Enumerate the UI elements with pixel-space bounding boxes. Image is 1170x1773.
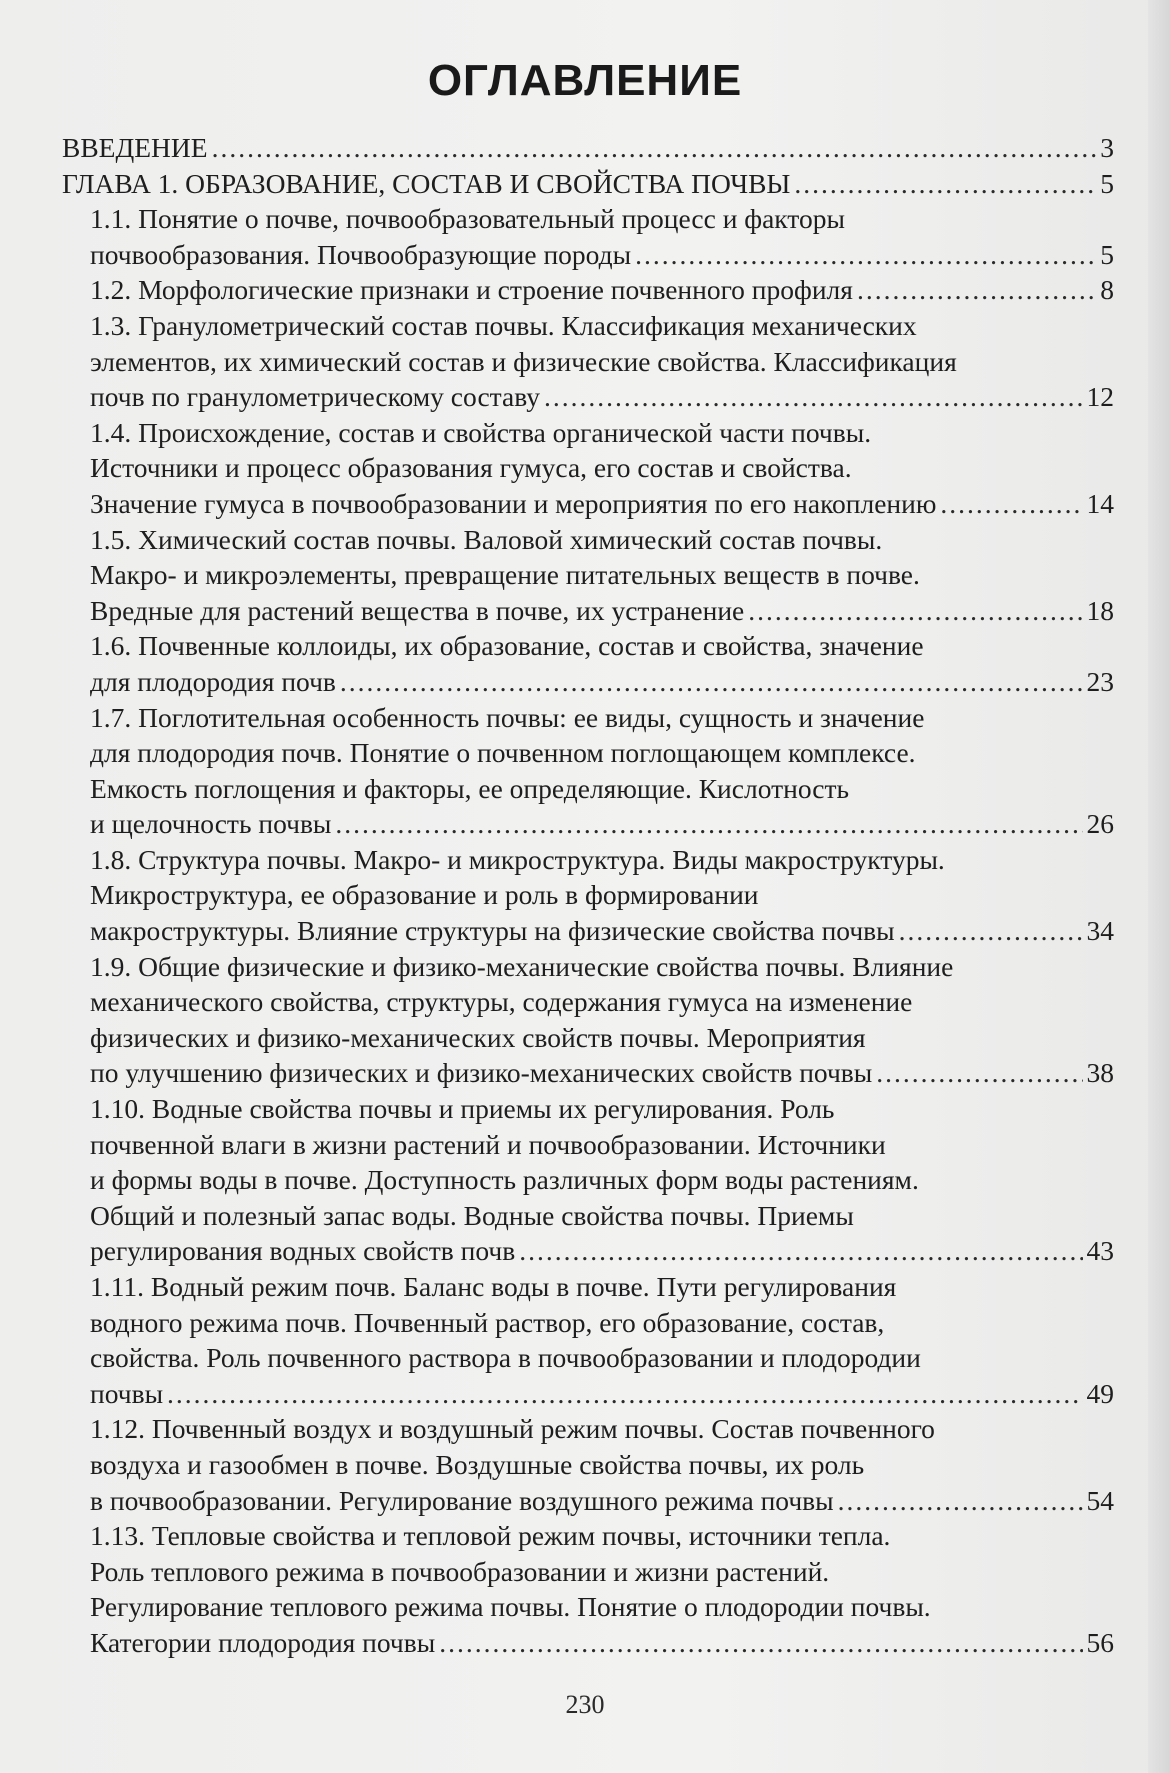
toc-entry bbox=[90, 628, 1114, 699]
toc-entry-line: Емкость поглощения и факторы, ее определяющие. Кислотность bbox=[90, 772, 850, 804]
toc-entry-line: по улучшению физических и физико-механических свойств почвы bbox=[90, 1057, 873, 1089]
toc-entry-line: воздуха и газообмен в почве. Воздушные свойства почвы, их роль bbox=[90, 1448, 865, 1480]
toc-entry-line: Роль теплового режима в почвообразовании и жизни растений. bbox=[90, 1555, 830, 1587]
toc-entry-line: 1.13. Тепловые свойства и тепловой режим почвы, источники тепла. bbox=[90, 1520, 891, 1552]
toc-entry-line: ГЛАВА 1. ОБРАЗОВАНИЕ, СОСТАВ И СВОЙСТВА ПОЧВЫ bbox=[62, 167, 791, 199]
table-of-contents bbox=[62, 130, 1114, 1661]
toc-entry-line: Источники и процесс образования гумуса, его состав и свойства. bbox=[90, 452, 852, 484]
toc-entry-last-line bbox=[90, 1233, 1114, 1269]
toc-entry-line: и щелочность почвы bbox=[90, 808, 332, 840]
toc-page-ref: 3 bbox=[1100, 132, 1114, 163]
toc-entry-last-line bbox=[90, 486, 1114, 522]
toc-entry-line: макроструктуры. Влияние структуры на физические свойства почвы bbox=[90, 915, 895, 947]
toc-entry-line: 1.8. Структура почвы. Макро- и микроструктура. Виды макроструктуры. bbox=[90, 843, 945, 875]
toc-entry-last-line bbox=[90, 272, 1114, 308]
toc-entry-last-line bbox=[90, 806, 1114, 842]
dot-leader bbox=[519, 1233, 1082, 1269]
dot-leader bbox=[899, 913, 1083, 949]
toc-entry-line: 1.2. Морфологические признаки и строение почвенного профиля bbox=[90, 274, 853, 306]
dot-leader bbox=[340, 664, 1083, 700]
toc-entry-line: Общий и полезный запас воды. Водные свойства почвы. Приемы bbox=[90, 1199, 854, 1231]
toc-entry-last-line bbox=[62, 130, 1114, 166]
toc-page-ref: 34 bbox=[1086, 915, 1114, 947]
toc-entry-line: 1.11. Водный режим почв. Баланс воды в почве. Пути регулирования bbox=[90, 1271, 897, 1302]
toc-entry-line: 1.3. Гранулометрический состав почвы. Классификация механических bbox=[90, 309, 917, 341]
toc-entry-line: для плодородия почв bbox=[90, 665, 336, 697]
toc-entry-line: свойства. Роль почвенного раствора в почвообразовании и плодородии bbox=[90, 1342, 921, 1374]
toc-entry-line: 1.6. Почвенные коллоиды, их образование, состав и свойства, значение bbox=[90, 630, 924, 662]
toc-page-ref: 18 bbox=[1086, 594, 1114, 626]
toc-page-ref: 23 bbox=[1086, 665, 1114, 697]
toc-entry-last-line bbox=[62, 166, 1114, 202]
toc-entry-line: 1.9. Общие физические и физико-механические свойства почвы. Влияние bbox=[90, 950, 954, 982]
page-title: ОГЛАВЛЕНИЕ bbox=[427, 56, 743, 105]
toc-entry-last-line bbox=[90, 593, 1114, 629]
dot-leader bbox=[439, 1625, 1082, 1661]
dot-leader bbox=[167, 1376, 1082, 1412]
dot-leader bbox=[748, 593, 1082, 629]
toc-entry bbox=[62, 130, 1114, 166]
toc-entry-line: водного режима почв. Почвенный раствор, его образование, состав, bbox=[90, 1306, 885, 1338]
toc-entry-line: Регулирование теплового режима почвы. Понятие о плодородии почвы. bbox=[90, 1591, 931, 1623]
dot-leader bbox=[876, 1055, 1082, 1091]
toc-entry-line: 1.7. Поглотительная особенность почвы: ее виды, сущность и значение bbox=[90, 701, 925, 733]
toc-page-ref: 14 bbox=[1086, 487, 1114, 519]
toc-entry bbox=[90, 700, 1114, 842]
toc-entry bbox=[90, 1091, 1114, 1269]
dot-leader bbox=[544, 379, 1082, 415]
toc-page-ref: 54 bbox=[1086, 1484, 1114, 1516]
dot-leader bbox=[635, 237, 1096, 273]
toc-entry-line: Категории плодородия почвы bbox=[90, 1626, 436, 1658]
toc-entry-line: в почвообразовании. Регулирование воздушного режима почвы bbox=[90, 1484, 834, 1516]
toc-entry bbox=[90, 1411, 1114, 1518]
toc-page-ref: 26 bbox=[1086, 808, 1114, 840]
toc-entry-line: ВВЕДЕНИЕ bbox=[62, 132, 208, 163]
toc-entry-line: механического свойства, структуры, содержания гумуса на изменение bbox=[90, 986, 913, 1018]
dot-leader bbox=[335, 806, 1082, 842]
toc-entry bbox=[90, 201, 1114, 272]
toc-page-ref: 8 bbox=[1100, 274, 1114, 306]
toc-entry-line: элементов, их химический состав и физические свойства. Классификация bbox=[90, 345, 957, 377]
toc-entry-line: 1.5. Химический состав почвы. Валовой химический состав почвы. bbox=[90, 523, 883, 555]
toc-entry bbox=[90, 308, 1114, 415]
dot-leader bbox=[794, 166, 1096, 202]
toc-entry-last-line bbox=[90, 1625, 1114, 1661]
toc-entry-last-line bbox=[90, 379, 1114, 415]
toc-entry-line: почвенной влаги в жизни растений и почвообразовании. Источники bbox=[90, 1128, 886, 1160]
page-number: 230 bbox=[565, 1690, 605, 1719]
toc-page-ref: 12 bbox=[1086, 381, 1114, 413]
toc-entry-last-line bbox=[90, 1376, 1114, 1412]
toc-entry-line: и формы воды в почве. Доступность различных форм воды растениям. bbox=[90, 1164, 919, 1196]
dot-leader bbox=[940, 486, 1082, 522]
dot-leader bbox=[212, 130, 1097, 166]
toc-entry-last-line bbox=[90, 1055, 1114, 1091]
toc-page-ref: 49 bbox=[1086, 1377, 1114, 1409]
toc-page-ref: 38 bbox=[1086, 1057, 1114, 1089]
toc-entry-last-line bbox=[90, 664, 1114, 700]
toc-entry-line: для плодородия почв. Понятие о почвенном поглощающем комплексе. bbox=[90, 737, 916, 769]
toc-entry-line: регулирования водных свойств почв bbox=[90, 1235, 516, 1267]
toc-entry-line: 1.12. Почвенный воздух и воздушный режим почвы. Состав почвенного bbox=[90, 1413, 935, 1445]
toc-entry-last-line bbox=[90, 1483, 1114, 1519]
toc-entry bbox=[90, 1518, 1114, 1660]
toc-entry-line: Микроструктура, ее образование и роль в формировании bbox=[90, 879, 759, 911]
toc-page-ref: 56 bbox=[1086, 1626, 1114, 1658]
book-spine-shadow bbox=[1148, 0, 1170, 1773]
toc-entry-line: физических и физико-механических свойств почвы. Мероприятия bbox=[90, 1021, 866, 1053]
toc-entry bbox=[90, 272, 1114, 308]
toc-entry bbox=[90, 522, 1114, 629]
dot-leader bbox=[857, 272, 1096, 308]
toc-entry-last-line bbox=[90, 237, 1114, 273]
toc-entry-line: почвообразования. Почвообразующие породы bbox=[90, 238, 632, 270]
toc-entry bbox=[90, 415, 1114, 522]
toc-entry-line: 1.4. Происхождение, состав и свойства органической части почвы. bbox=[90, 416, 872, 448]
toc-page-ref: 5 bbox=[1100, 238, 1114, 270]
toc-page-ref: 43 bbox=[1086, 1235, 1114, 1267]
toc-entry-last-line bbox=[90, 913, 1114, 949]
toc-entry-line: почвы bbox=[90, 1377, 164, 1409]
toc-entry-line: почв по гранулометрическому составу bbox=[90, 381, 541, 413]
toc-page-ref: 5 bbox=[1100, 167, 1114, 199]
toc-entry bbox=[90, 1269, 1114, 1411]
toc-entry-line: Макро- и микроэлементы, превращение питательных веществ в почве. bbox=[90, 559, 920, 591]
toc-entry-line: 1.10. Водные свойства почвы и приемы их регулирования. Роль bbox=[90, 1093, 835, 1125]
toc-entry bbox=[90, 949, 1114, 1091]
toc-entry bbox=[90, 842, 1114, 949]
toc-entry-line: Вредные для растений вещества в почве, их устранение bbox=[90, 594, 745, 626]
toc-entry bbox=[62, 166, 1114, 202]
dot-leader bbox=[838, 1483, 1083, 1519]
toc-entry-line: 1.1. Понятие о почве, почвообразовательный процесс и факторы bbox=[90, 203, 845, 235]
toc-entry-line: Значение гумуса в почвообразовании и мероприятия по его накоплению bbox=[90, 487, 937, 519]
